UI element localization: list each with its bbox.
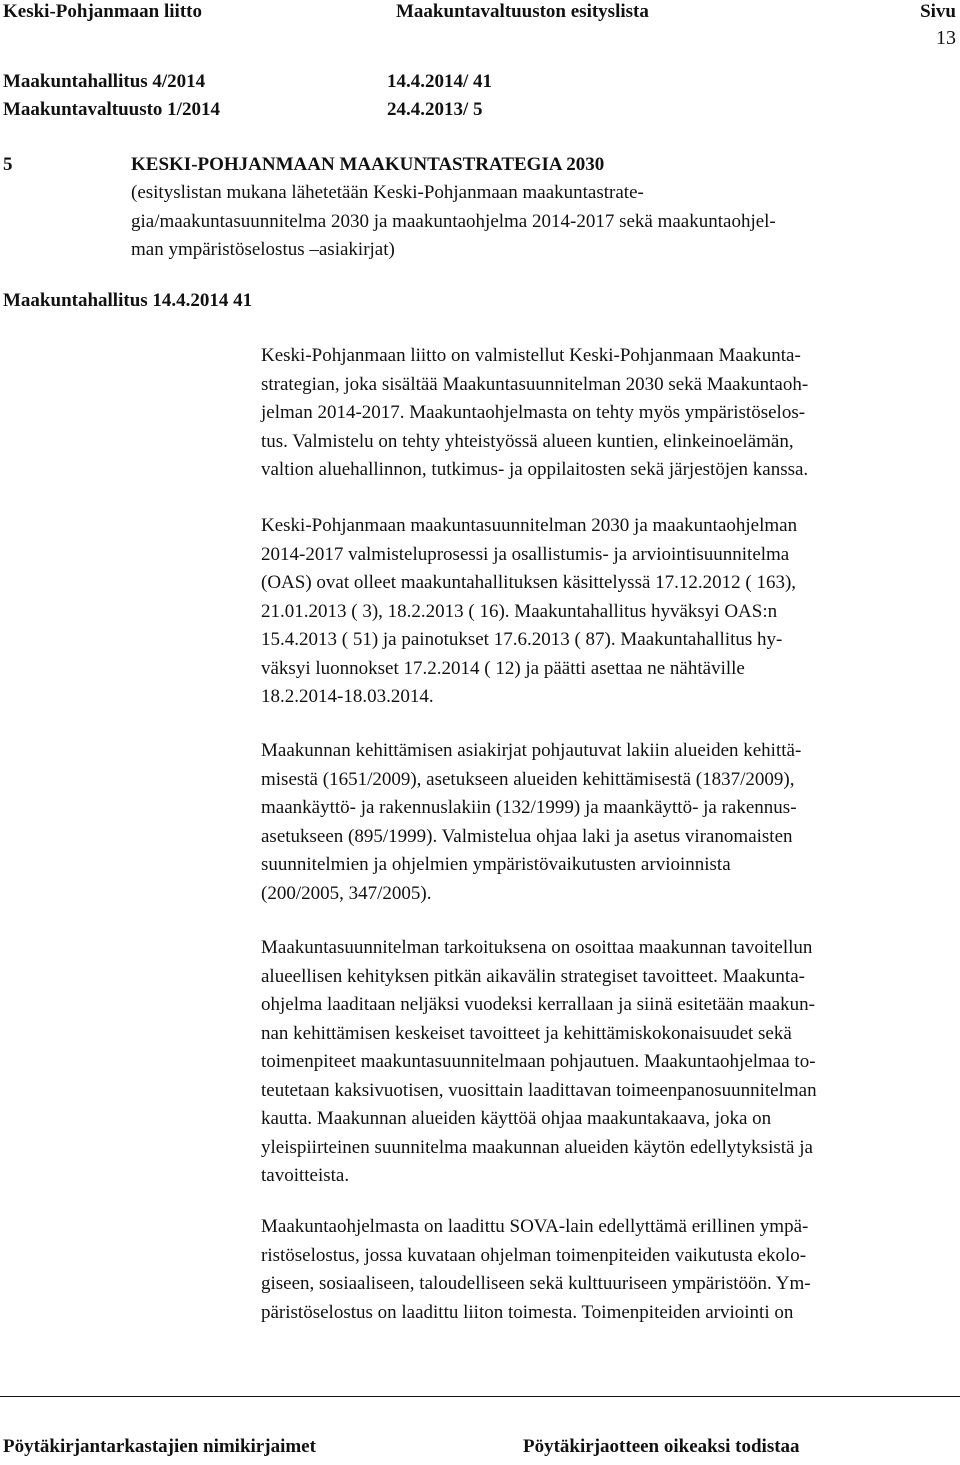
text-line: Maakuntasuunnitelman tarkoituksena on osoittaa maakunnan tavoitellun: [261, 937, 813, 958]
text-line: päristöselostus on laadittu liiton toimesta. Toimenpiteiden arviointi on: [261, 1301, 794, 1323]
subtitle-line: man ympäristöselostus –asiakirjat): [131, 239, 395, 260]
text-line: toimenpiteet maakuntasuunnitelmaan pohjautuen. Maakuntaohjelmaa to-: [261, 1051, 816, 1072]
text-line: 2014-2017 valmisteluprosessi ja osallistumis- ja arviointisuunnitelma: [261, 543, 790, 565]
text-line: asetukseen (895/1999). Valmistelua ohjaa laki ja asetus viranomaisten: [261, 825, 793, 847]
page-label: Sivu: [920, 1, 956, 22]
footer-divider: [0, 1396, 960, 1397]
text-line: misestä (1651/2009), asetukseen alueiden kehittämisestä (1837/2009),: [261, 768, 795, 790]
organization-name: Keski-Pohjanmaan liitto: [3, 1, 202, 22]
meeting-date: 14.4.2014/ 41: [387, 71, 493, 92]
page-header: [0, 0, 960, 28]
previous-handling: Maakuntahallitus 14.4.2014 41: [3, 290, 253, 311]
text-line: Keski-Pohjanmaan liitto on valmistellut Keski-Pohjanmaan Maakunta-: [261, 345, 801, 366]
text-line: väksyi luonnokset 17.2.2014 ( 12) ja päätti asettaa ne nähtäville: [261, 657, 745, 679]
item-number: 5: [3, 154, 13, 175]
text-line: 21.01.2013 ( 3), 18.2.2013 ( 16). Maakuntahallitus hyväksyi OAS:n: [261, 600, 778, 622]
text-line: ristöselostus, jossa kuvataan ohjelman toimenpiteiden vaikutusta ekolo-: [261, 1244, 807, 1266]
subtitle-line: (esityslistan mukana lähetetään Keski-Pohjanmaan maakuntastrate-: [131, 182, 644, 203]
text-line: maankäyttö- ja rakennuslakiin (132/1999) ja maankäyttö- ja rakennus-: [261, 797, 797, 818]
subtitle-line: gia/maakuntasuunnitelma 2030 ja maakuntaohjelma 2014-2017 sekä maakuntaohjel-: [131, 210, 776, 232]
text-line: 15.4.2013 ( 51) ja painotukset 17.6.2013 ( 87). Maakuntahallitus hy-: [261, 629, 783, 650]
meeting-body: Maakuntavaltuusto 1/2014: [3, 99, 220, 120]
footer-initials-label: Pöytäkirjantarkastajien nimikirjaimet: [3, 1436, 316, 1457]
paragraph: [261, 342, 951, 485]
paragraph: [261, 1213, 951, 1327]
text-line: jelman 2014-2017. Maakuntaohjelmasta on tehty myös ympäristöselos-: [261, 402, 806, 423]
text-line: alueellisen kehityksen pitkän aikavälin strategiset tavoitteet. Maakunta-: [261, 965, 805, 987]
paragraph: [261, 934, 951, 1191]
text-line: kautta. Maakunnan alueiden käyttöä ohjaa maakuntakaava, joka on: [261, 1108, 772, 1129]
text-line: (200/2005, 347/2005).: [261, 882, 432, 904]
text-line: tus. Valmistelu on tehty yhteistyössä alueen kuntien, elinkeinoelämän,: [261, 430, 794, 452]
text-line: giseen, sosiaaliseen, taloudelliseen sekä kulttuuriseen ympäristöön. Ym-: [261, 1273, 811, 1294]
text-line: valtion aluehallinnon, tutkimus- ja oppilaitosten sekä järjestöjen kanssa.: [261, 459, 809, 480]
meeting-reference: [3, 96, 483, 125]
document-title: Maakuntavaltuuston esityslista: [396, 1, 649, 22]
meeting-body: Maakuntahallitus 4/2014: [3, 71, 206, 92]
page-number: 13: [936, 27, 956, 49]
text-line: tavoitteista.: [261, 1165, 350, 1186]
footer-certification-label: Pöytäkirjaotteen oikeaksi todistaa: [523, 1436, 800, 1457]
text-line: Maakunnan kehittämisen asiakirjat pohjautuvat lakiin alueiden kehittä-: [261, 740, 802, 761]
text-line: Maakuntaohjelmasta on laadittu SOVA-lain edellyttämä erillinen ympä-: [261, 1216, 809, 1237]
meeting-date: 24.4.2013/ 5: [387, 99, 483, 120]
text-line: yleispiirteinen suunnitelma maakunnan alueiden käytön edellytyksistä ja: [261, 1136, 813, 1158]
text-line: suunnitelmien ja ohjelmien ympäristövaikutusten arvioinnista: [261, 854, 731, 875]
text-line: nan kehittämisen keskeiset tavoitteet ja kehittämiskokonaisuudet sekä: [261, 1022, 792, 1044]
item-subtitle: [131, 179, 951, 265]
paragraph: [261, 512, 951, 712]
text-line: strategian, joka sisältää Maakuntasuunnitelman 2030 sekä Maakuntaoh-: [261, 373, 809, 395]
text-line: teutetaan kaksivuotisen, vuosittain laadittavan toimeenpanosuunnitelman: [261, 1079, 817, 1101]
meeting-reference: [3, 68, 493, 97]
text-line: ohjelma laaditaan neljäksi vuodeksi kerrallaan ja siinä esitetään maakun-: [261, 994, 815, 1015]
text-line: Keski-Pohjanmaan maakuntasuunnitelman 2030 ja maakuntaohjelman: [261, 515, 798, 536]
text-line: (OAS) ovat olleet maakuntahallituksen käsittelyssä 17.12.2012 ( 163),: [261, 572, 797, 593]
item-title: KESKI-POHJANMAAN MAAKUNTASTRATEGIA 2030: [131, 154, 605, 175]
text-line: 18.2.2014-18.03.2014.: [261, 686, 434, 707]
paragraph: [261, 737, 951, 908]
